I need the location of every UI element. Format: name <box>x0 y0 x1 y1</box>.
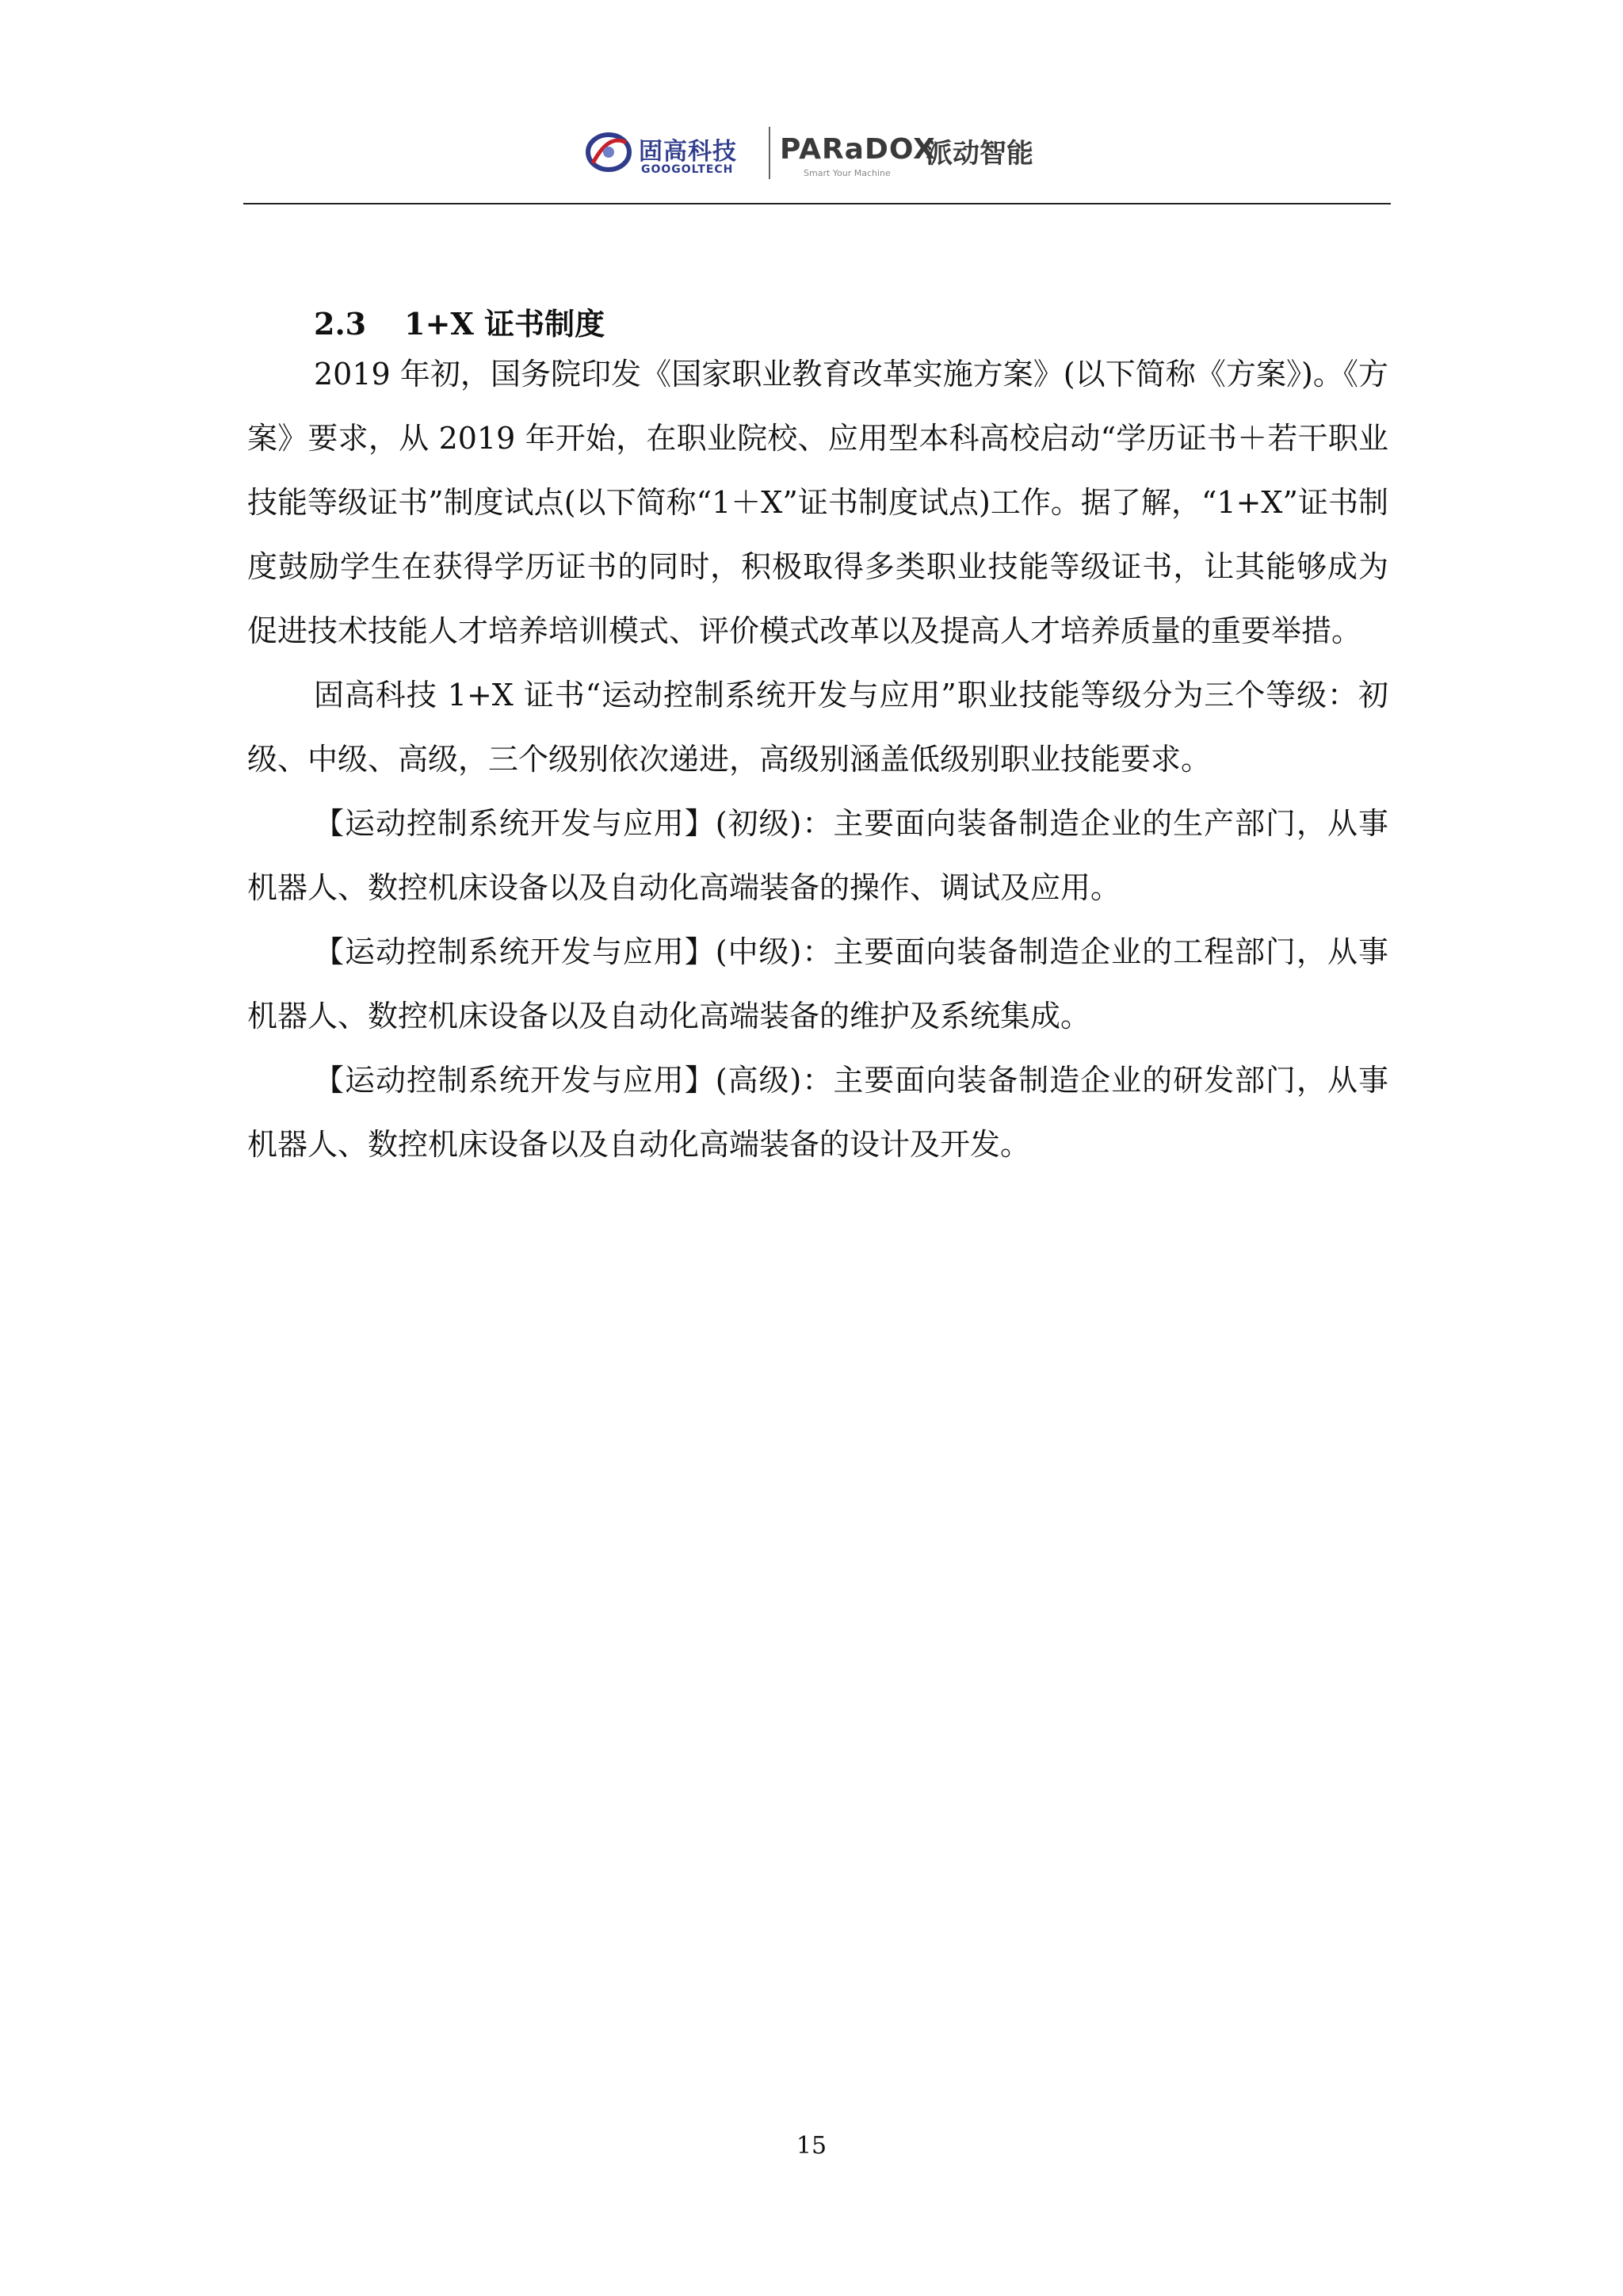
partner-tagline: Smart Your Machine <box>804 168 891 178</box>
logo-divider <box>769 127 770 179</box>
company-name-cn: 固高科技 <box>639 138 737 166</box>
paragraph-5: 【运动控制系统开发与应用】(高级)：主要面向装备制造企业的研发部门，从事机器人、数控机床设备以及自动化高端装备的设计及开发。 <box>247 1063 1388 1162</box>
section-heading <box>314 300 605 343</box>
paragraph-2: 固高科技 1+X 证书“运动控制系统开发与应用”职业技能等级分为三个等级：初级、中级、高级，三个级别依次递进，高级别涵盖低级别职业技能要求。 <box>247 678 1388 777</box>
partner-logo: PARaDOX <box>780 133 936 166</box>
paragraph-3: 【运动控制系统开发与应用】(初级)：主要面向装备制造企业的生产部门，从事机器人、数控机床设备以及自动化高端装备的操作、调试及应用。 <box>247 806 1388 905</box>
company-name-en: GOOGOLTECH <box>641 163 734 176</box>
partner-name-cn: 派动智能 <box>926 138 1033 170</box>
paragraph-1: 2019 年初，国务院印发《国家职业教育改革实施方案》(以下简称《方案》)。《方案》要求，从 2019 年开始，在职业院校、应用型本科高校启动“学历证书＋若干职业技能等级证书”制度试点(以下简称“1＋X”证书制度试点)工作。据了解，“1+X”证书制度鼓励学生在获得学历证书的同时，积极取得多类职业技能等级证书，让其能够成为促进技术技能人才培养培训模式、评价模式改革以及提高人才培养质量的重要举措。 <box>247 357 1388 648</box>
section-number: 2.3 <box>314 305 367 342</box>
body-text <box>247 342 1388 1177</box>
googol-swirl-logo-icon <box>585 128 632 176</box>
paragraph-4: 【运动控制系统开发与应用】(中级)：主要面向装备制造企业的工程部门，从事机器人、数控机床设备以及自动化高端装备的维护及系统集成。 <box>247 934 1388 1033</box>
page-number: 15 <box>796 2132 827 2160</box>
header-rule <box>243 203 1391 204</box>
page-header <box>0 111 1623 198</box>
section-title: 1+X 证书制度 <box>404 305 605 342</box>
